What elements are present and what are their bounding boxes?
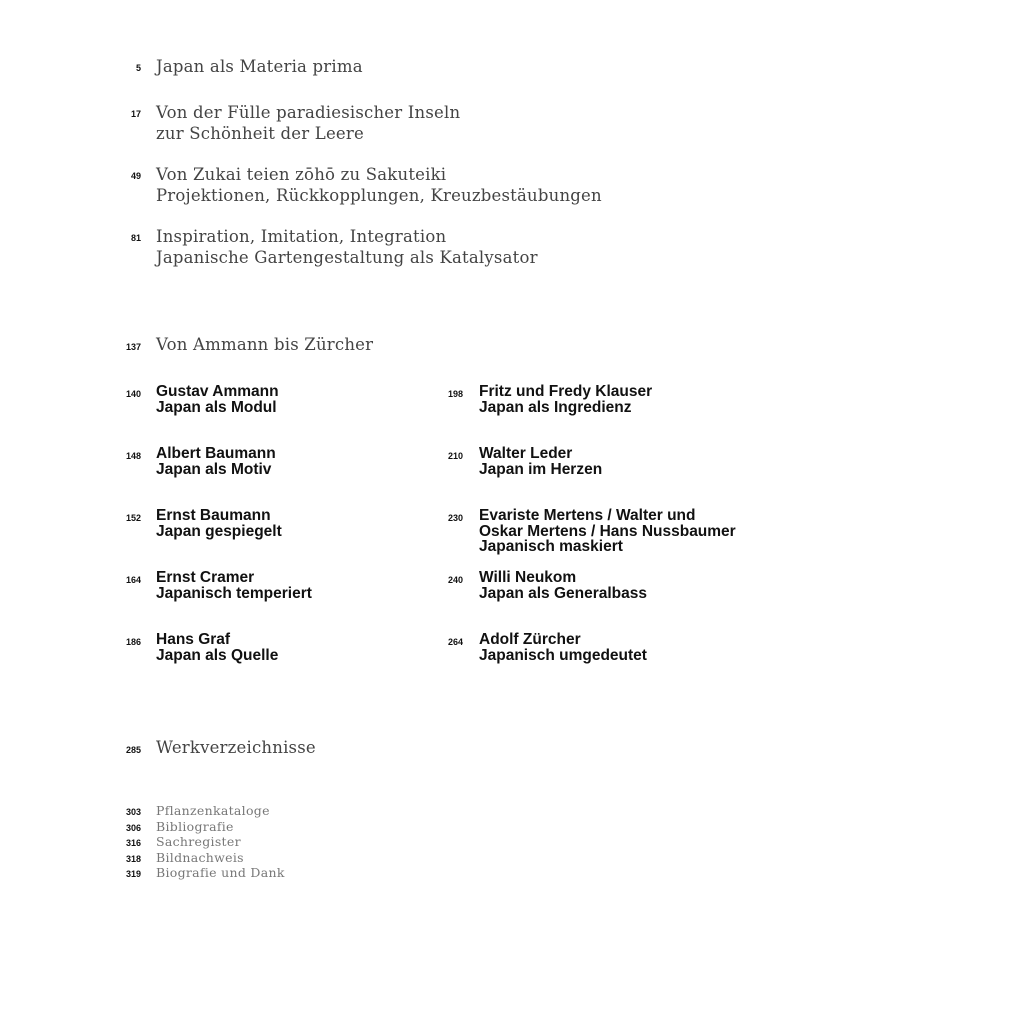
essay-title: Inspiration, Imitation, Integration bbox=[156, 227, 447, 246]
page-number: 285 bbox=[125, 745, 141, 755]
page-number: 240 bbox=[447, 575, 463, 585]
page-number: 198 bbox=[447, 389, 463, 399]
portrait-subtitle: Japanisch umgedeutet bbox=[479, 646, 647, 664]
portrait-subtitle: Japan gespiegelt bbox=[156, 522, 282, 540]
page-number: 186 bbox=[125, 637, 141, 647]
portrait-name: Willi Neukom bbox=[479, 569, 577, 586]
portrait-name: Ernst Baumann bbox=[156, 507, 271, 524]
appendix-item: Pflanzenkataloge bbox=[156, 803, 270, 818]
page-number: 5 bbox=[135, 63, 141, 73]
page-number: 17 bbox=[130, 109, 141, 119]
page-number: 137 bbox=[125, 342, 141, 352]
portrait-subtitle: Japan im Herzen bbox=[479, 460, 603, 478]
page-number: 319 bbox=[125, 869, 141, 879]
appendix-item: Biografie und Dank bbox=[156, 865, 285, 880]
portrait-subtitle: Japan als Quelle bbox=[156, 646, 279, 664]
section-title: Von Ammann bis Zürcher bbox=[156, 335, 374, 354]
appendix-item: Sachregister bbox=[156, 834, 241, 849]
portrait-name: Ernst Cramer bbox=[156, 569, 255, 586]
appendix-item: Bildnachweis bbox=[156, 849, 244, 865]
portrait-subtitle: Japan als Modul bbox=[156, 398, 277, 416]
page-number: 49 bbox=[130, 171, 141, 181]
portrait-name: Evariste Mertens / Walter und bbox=[479, 507, 696, 524]
essay-subtitle: Projektionen, Rückkopplungen, Kreuzbestäubungen bbox=[156, 186, 602, 205]
appendix-item: Bibliografie bbox=[156, 818, 234, 834]
portrait-name: Walter Leder bbox=[479, 445, 573, 462]
portrait-name: Albert Baumann bbox=[156, 445, 276, 462]
essay-subtitle: Japanische Gartengestaltung als Katalysator bbox=[156, 248, 538, 267]
page-number: 152 bbox=[125, 513, 141, 523]
essay-subtitle: zur Schönheit der Leere bbox=[156, 124, 364, 143]
page-number: 316 bbox=[125, 838, 141, 848]
page-number: 210 bbox=[447, 451, 463, 461]
portrait-name: Hans Graf bbox=[156, 631, 231, 648]
essay-title: Von der Fülle paradiesischer Inseln bbox=[156, 103, 461, 122]
portrait-subtitle: Japan als Ingredienz bbox=[479, 398, 632, 416]
page-number: 81 bbox=[130, 233, 141, 243]
essay-title: Japan als Materia prima bbox=[156, 57, 363, 76]
page-number: 306 bbox=[125, 823, 141, 833]
page-number: 303 bbox=[125, 807, 141, 817]
page-number: 148 bbox=[125, 451, 141, 461]
page-number: 140 bbox=[125, 389, 141, 399]
portrait-subtitle: Japan als Motiv bbox=[156, 460, 272, 478]
portrait-name: Fritz und Fredy Klauser bbox=[479, 383, 653, 400]
portrait-name: Gustav Ammann bbox=[156, 383, 279, 400]
page-number: 318 bbox=[125, 854, 141, 864]
portrait-subtitle: Japanisch temperiert bbox=[156, 584, 312, 602]
portrait-subtitle: Japan als Generalbass bbox=[479, 584, 648, 602]
essay-title: Von Zukai teien zōhō zu Sakuteiki bbox=[156, 165, 447, 184]
page-number: 264 bbox=[447, 637, 463, 647]
page-number: 164 bbox=[125, 575, 141, 585]
portrait-name: Oskar Mertens / Hans Nussbaumer bbox=[479, 522, 736, 540]
portrait-subtitle: Japanisch maskiert bbox=[479, 538, 623, 555]
catalog-title: Werkverzeichnisse bbox=[156, 738, 316, 757]
portrait-name: Adolf Zürcher bbox=[479, 631, 581, 648]
page-number: 230 bbox=[447, 513, 463, 523]
